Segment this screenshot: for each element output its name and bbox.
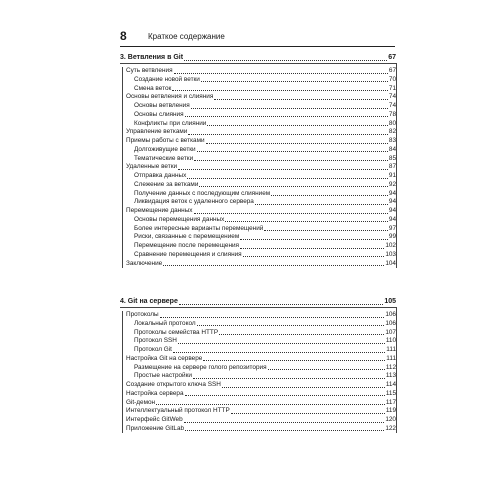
toc-entry-page: 104 — [385, 259, 396, 267]
dot-leader — [188, 133, 388, 135]
toc-entry-page: 92 — [388, 180, 396, 188]
toc-entry-page: 67 — [388, 54, 396, 61]
toc-chapter[interactable] — [120, 53, 396, 62]
toc-section[interactable] — [126, 311, 396, 319]
dot-leader — [172, 89, 388, 91]
toc-chapter[interactable] — [120, 297, 396, 306]
toc-section[interactable] — [126, 67, 396, 75]
dot-leader — [201, 80, 388, 82]
toc-entry-title: Перемещение данных — [126, 207, 193, 214]
toc-entry-page: 106 — [385, 311, 396, 318]
dot-leader — [187, 177, 388, 179]
toc-entry-page: 103 — [385, 250, 396, 258]
toc-entry-page: 78 — [388, 110, 396, 118]
toc-subsection[interactable] — [134, 181, 396, 189]
toc-entry-title: Смена веток — [134, 84, 172, 92]
dot-leader — [264, 229, 388, 231]
toc-entry-title: Протоколы — [126, 311, 159, 318]
toc-entry-page: 112 — [385, 363, 396, 371]
dot-leader — [178, 168, 388, 170]
toc-entry-page: 82 — [388, 128, 396, 136]
toc-section[interactable] — [126, 207, 396, 215]
toc-entry-title: Основы ветвления — [134, 102, 190, 109]
toc-subsection[interactable] — [134, 364, 396, 372]
dot-leader — [193, 377, 385, 379]
toc-section[interactable] — [126, 137, 396, 145]
toc-entry-page: 113 — [385, 372, 396, 380]
dot-leader — [185, 394, 385, 396]
dot-leader — [199, 185, 388, 187]
toc-entry-page: 67 — [388, 67, 396, 74]
toc-entry-title: Сравнение перемещения и слияния — [134, 250, 242, 258]
toc-entry-page: 102 — [385, 242, 396, 249]
toc-entry-page: 107 — [385, 328, 396, 336]
toc-entry-page: 117 — [385, 398, 396, 406]
toc-entry-page: 74 — [388, 102, 396, 109]
toc-entry-page: 85 — [388, 154, 396, 162]
toc-entry-page: 119 — [385, 407, 396, 415]
toc-entry-page: 87 — [388, 163, 396, 171]
dot-leader — [222, 386, 385, 388]
toc-subsection[interactable] — [134, 85, 396, 93]
dot-leader — [179, 303, 383, 305]
toc-entry-title: Протокол SSH — [134, 337, 177, 345]
dot-leader — [178, 342, 385, 344]
toc-entry-page: 70 — [388, 75, 396, 83]
dot-leader — [255, 203, 388, 205]
toc-subsection[interactable] — [134, 172, 396, 180]
running-head-title: Краткое содержание — [148, 32, 225, 41]
dot-leader — [268, 368, 385, 370]
toc-entry-page: 105 — [384, 298, 396, 305]
toc-section[interactable] — [126, 390, 396, 398]
dot-leader — [231, 412, 385, 414]
toc-entry-title: Удаленные ветки — [126, 163, 178, 171]
toc-entry-page: 74 — [388, 93, 396, 101]
section-guide-left — [122, 67, 123, 268]
toc-entry-title: Ликвидация веток с удаленного сервера — [134, 198, 254, 206]
toc-subsection[interactable] — [134, 198, 396, 206]
dot-leader — [206, 142, 388, 144]
toc-entry-title: Создание новой ветки — [134, 75, 200, 83]
dot-leader — [214, 98, 388, 100]
toc-entry-title: Долгоживущие ветки — [134, 145, 196, 153]
toc-entry-page: 122 — [385, 424, 396, 432]
toc-subsection[interactable] — [134, 320, 396, 328]
toc-section[interactable] — [126, 260, 396, 268]
toc-section[interactable] — [126, 163, 396, 171]
toc-entry-title: Размещение на сервере голого репозитория — [134, 363, 267, 371]
toc-entry-title: Локальный протокол — [134, 319, 196, 327]
toc-entry-page: 111 — [386, 354, 396, 362]
toc-entry-title: Настройка сервера — [126, 389, 184, 397]
toc-entry-title: 3. Ветвления в Git — [120, 54, 184, 61]
chapter-rule — [120, 307, 396, 308]
toc-entry-page: 115 — [385, 389, 396, 397]
toc-entry-title: Приложение GitLab — [126, 424, 185, 432]
toc-entry-title: Интеллектуальный протокол HTTP — [126, 407, 230, 415]
toc-entry-title: Основы слияния — [134, 110, 184, 118]
toc-entry-title: 4. Git на сервере — [120, 298, 178, 305]
toc-subsection[interactable] — [134, 216, 396, 224]
dot-leader — [219, 333, 384, 335]
dot-leader — [240, 247, 384, 249]
toc-entry-page: 94 — [388, 207, 396, 214]
toc-entry-title: Отправка данных — [134, 172, 187, 179]
toc-entry-title: Получение данных с последующим слиянием — [134, 189, 271, 197]
toc-entry-title: Протокол Git — [134, 346, 172, 353]
toc-subsection[interactable] — [134, 242, 396, 250]
toc-section[interactable] — [126, 93, 396, 101]
toc-entry-title: Более интересные варианты перемещений — [134, 224, 264, 232]
section-guide-right — [396, 63, 397, 268]
toc-entry-page: 83 — [388, 137, 396, 144]
toc-entry-title: Настройка Git на сервере — [126, 354, 203, 362]
toc-entry-title: Простые настройки — [134, 372, 192, 380]
toc-section[interactable] — [126, 381, 396, 389]
toc-entry-title: Суть ветвления — [126, 67, 173, 74]
section-guide-right — [396, 307, 397, 433]
dot-leader — [185, 429, 384, 431]
toc-entry-title: Тематические ветки — [134, 154, 194, 162]
toc-section[interactable] — [126, 407, 396, 415]
toc-subsection[interactable] — [134, 372, 396, 380]
toc-subsection[interactable] — [134, 76, 396, 84]
toc-subsection[interactable] — [134, 102, 396, 110]
toc-subsection[interactable] — [134, 346, 396, 354]
toc-entry-title: Интерфейс GitWeb — [126, 416, 183, 423]
toc-section[interactable] — [126, 425, 396, 433]
dot-leader — [197, 324, 385, 326]
toc-entry-page: 120 — [385, 416, 396, 423]
toc-section[interactable] — [126, 128, 396, 136]
toc-subsection[interactable] — [134, 146, 396, 154]
running-head — [120, 30, 395, 47]
toc-entry-title: Основы ветвления и слияния — [126, 93, 214, 101]
dot-leader — [240, 238, 388, 240]
toc-entry-page: 106 — [385, 319, 396, 327]
dot-leader — [203, 359, 385, 361]
toc-entry-page: 80 — [388, 119, 396, 127]
toc-section[interactable] — [126, 416, 396, 424]
dot-leader — [191, 107, 388, 109]
dot-leader — [184, 421, 385, 423]
toc-entry-page: 94 — [388, 189, 396, 197]
dot-leader — [225, 220, 388, 222]
dot-leader — [271, 194, 388, 196]
dot-leader — [194, 159, 388, 161]
toc-entry-title: Слежение за ветками — [134, 180, 199, 188]
toc-entry-page: 99 — [388, 233, 396, 241]
toc-entry-title: Создание открытого ключа SSH — [126, 381, 221, 388]
dot-leader — [207, 124, 388, 126]
toc-entry-title: Риски, связанные с перемещением — [134, 233, 240, 241]
section-guide-left — [122, 311, 123, 433]
toc-entry-page: 94 — [388, 198, 396, 206]
toc-subsection[interactable] — [134, 155, 396, 163]
toc-subsection[interactable] — [134, 120, 396, 128]
toc-subsection[interactable] — [134, 329, 396, 337]
dot-leader — [184, 59, 387, 61]
toc-entry-page: 110 — [385, 337, 396, 345]
toc-entry-page: 111 — [386, 346, 396, 353]
toc-entry-page: 71 — [388, 84, 396, 92]
toc-subsection[interactable] — [134, 233, 396, 241]
toc-entry-title: Управление ветками — [126, 128, 188, 136]
toc-subsection[interactable] — [134, 111, 396, 119]
toc-entry-title: Основы перемещения данных — [134, 215, 225, 223]
toc-subsection[interactable] — [134, 251, 396, 259]
dot-leader — [174, 72, 388, 74]
toc-entry-page: 114 — [385, 381, 396, 388]
dot-leader — [194, 212, 388, 214]
page-number: 8 — [120, 29, 127, 43]
toc-entry-page: 84 — [388, 145, 396, 153]
toc-subsection[interactable] — [134, 337, 396, 345]
dot-leader — [173, 351, 385, 353]
chapter-rule — [120, 63, 396, 64]
toc-entry-page: 91 — [388, 172, 396, 179]
toc-subsection[interactable] — [134, 190, 396, 198]
dot-leader — [185, 115, 388, 117]
toc-section[interactable] — [126, 399, 396, 407]
dot-leader — [156, 403, 385, 405]
toc-entry-title: Git-демон — [126, 398, 156, 406]
toc-subsection[interactable] — [134, 225, 396, 233]
toc-entry-page: 97 — [388, 224, 396, 232]
toc-entry-title: Перемещение после перемещения — [134, 242, 240, 249]
toc-entry-title: Конфликты при слиянии — [134, 119, 207, 127]
dot-leader — [160, 316, 385, 318]
toc-entry-title: Протоколы семейства HTTP — [134, 328, 219, 336]
toc-entry-page: 94 — [388, 215, 396, 223]
dot-leader — [197, 150, 388, 152]
toc-section[interactable] — [126, 355, 396, 363]
toc-entry-title: Приемы работы с ветками — [126, 137, 205, 144]
dot-leader — [163, 264, 384, 266]
dot-leader — [243, 255, 385, 257]
toc-entry-title: Заключение — [126, 259, 163, 267]
